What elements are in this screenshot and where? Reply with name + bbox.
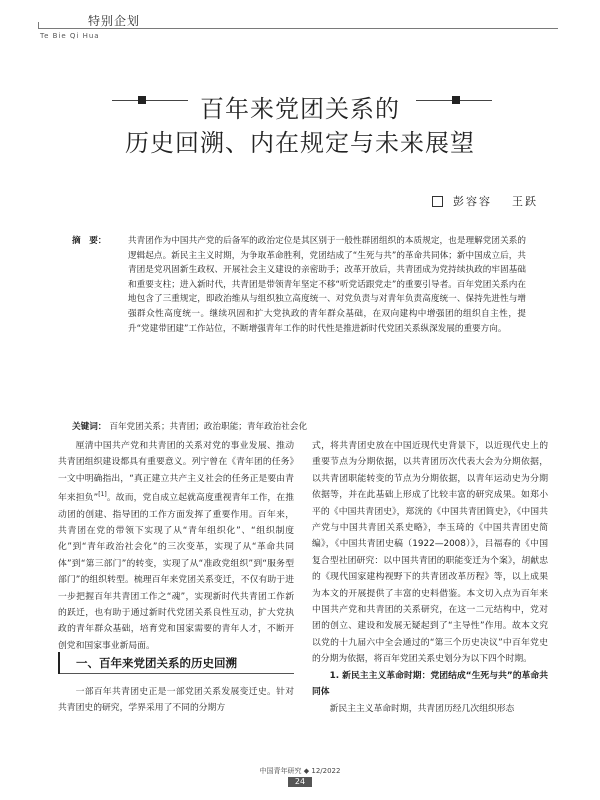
paragraph-text: 。故而，党自成立起就高度重视青年工作，在推动团的创建、指导团的工作方面发挥了重要作用。百年来，共青团在党的带领下实现了从“青年组织化”、“组织制度化”到“青年政治社会化”的三次变革，实现了从“革命共同体”到“第三部门”的转变，实现了从“准政党组织”到“服务型部门”的组织转型。梳理百年来党团关系变迁，不仅有助于进一步把握百年共青团工作之“魂”，实现新时代共青团工作新的跃迁，也有助于通过新时代党团关系良性互动，扩大党执政的青年群众基础，培育党和国家需要的青年人才，不断开创党和国家事业新局面。 [58, 493, 294, 651]
abstract-text: 共青团作为中国共产党的后备军的政治定位是其区别于一般性群团组织的本质规定，也是理解党团关系的逻辑起点。新民主主义时期，为争取革命胜利，党团结成了“生死与共”的革命共同体；新中国成立后，共青团是党巩固新生政权、开展社会主义建设的亲密助手；改革开放后，共青团成为党持续执政的牢固基础和重要支柱；进入新时代，共青团是带领青年坚定不移“听党话跟党走”的重要引导者。百年党团关系内在地包含了三重规定，即政治维从与组织独立高度统一、对党负责与对青年负责高度统一、保持先进性与增强群众性高度统一。继续巩固和扩大党执政的青年群众基础，在双向建构中增强团的组织自主性，提升“党建带团建”工作站位，不断增强青年工作的时代性是推进新时代党团关系纵深发展的重要方向。 [128, 236, 526, 334]
author-name: 彭容容 [453, 195, 492, 208]
abstract [72, 234, 526, 336]
body-paragraph [58, 438, 294, 654]
section-label: 特别企划 [88, 14, 141, 28]
journal-footer: 中国青年研究 ◆ 12/2022 [259, 767, 341, 775]
keywords-text: 百年党团关系；共青团；政治职能；青年政治社会化 [109, 422, 308, 432]
body-paragraph: 一部百年共青团史正是一部党团关系发展变迁史。针对共青团史的研究，学界采用了不同的分期方 [58, 687, 294, 714]
keywords [72, 420, 307, 432]
body-paragraph: 新民主主义革命时期，共青团历经几次组织形态 [329, 703, 515, 714]
section-heading-text: 一、百年来党团关系的历史回溯 [76, 656, 237, 670]
section-label-pinyin: Te Bie Qi Hua [40, 32, 100, 40]
authors [432, 193, 538, 209]
title-line-1: 百年来党团关系的 [200, 95, 400, 123]
title-line-2: 历史回溯、内在规定与未来展望 [125, 129, 475, 157]
body-paragraph: 式，将共青团史放在中国近现代史背景下，以近现代史上的重要节点为分期依据，以共青团历次代表大会为分期依据，以共青团职能转变的节点为分期依据，以青年运动史为分期依据等，并在此基础上形成了比较丰富的研究成果。如郑小平的《中国共青团史》，郑洸的《中国共青团简史》，《中国共产党与中国共青团关系史略》，李玉琦的《中国共青团史简编》，《中国共青团史稿（1922—2008）》，吕福春的《中国复合型社团研究：以中国共青团的职能变迁为个案》，胡献忠的《现代国家建构视野下的共青团改革历程》等，以上成果为本文的开展提供了丰富的史料借鉴。本文切入点为百年来中国共产党和共青团的关系研究，在这一二元结构中，党对团的创立、建设和发展无疑起到了“主导性”作用。故本文究以党的十九届六中全会通过的“第三个历史决议”中百年党史的分期为依据，将百年党团关系史划分为以下四个时期。 [312, 441, 548, 665]
section-heading-bar [58, 652, 60, 674]
keywords-label: 关键词： [72, 422, 107, 432]
body-left-column-lower [58, 684, 294, 717]
section-heading [58, 652, 294, 674]
body-right-column [312, 438, 548, 717]
paragraph-text: 厘清中国共产党和共青团的关系对党的事业发展、推动共青团组织建设都具有重要意义。列宁曾在《青年团的任务》一文中明确指出，“真正建立共产主义社会的任务正是要由青年来担负” [58, 441, 294, 504]
section-heading-rule [60, 673, 294, 674]
abstract-label: 摘 要： [72, 236, 107, 246]
author-name: 王跃 [512, 195, 538, 208]
citation-ref: [1] [98, 491, 107, 499]
page-number: 24 [288, 777, 312, 787]
subsection-heading: 1. 新民主主义革命时期：党团结成“生死与共”的革命共同体 [312, 670, 548, 698]
author-box-icon [432, 196, 443, 207]
body-left-column [58, 438, 294, 654]
article-title [0, 92, 600, 160]
